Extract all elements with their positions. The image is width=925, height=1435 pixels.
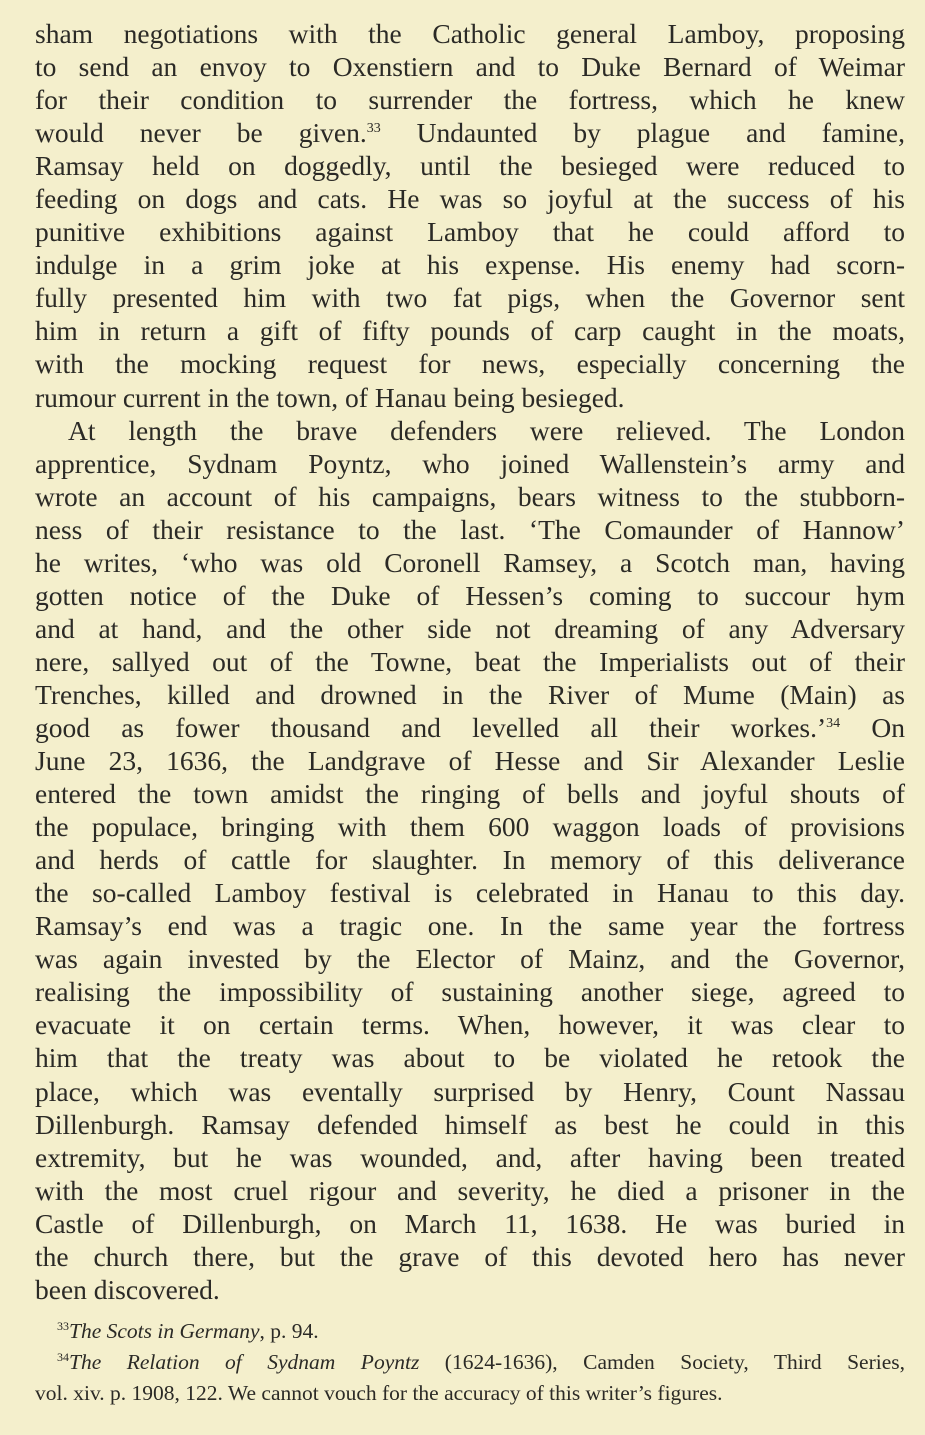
line-text: nere, sallyed out of the Towne, beat the Imperialists out of their (35, 645, 905, 677)
footnote-number: 33 (57, 1318, 69, 1333)
footnote-title: The Scots in Germany (69, 1319, 260, 1343)
line-text: Castle of Dillenburgh, on March 11, 1638. He was buried in (35, 1207, 905, 1239)
text-line (35, 711, 905, 744)
text-line (35, 612, 905, 645)
line-text: sham negotiations with the Catholic general Lamboy, proposing (35, 18, 905, 49)
line-text: Ramsay’s end was a tragic one. In the same year the fortress (35, 910, 905, 942)
line-text: June 23, 1636, the Landgrave of Hesse and Sir Alexander Leslie (35, 745, 905, 777)
text-line (35, 116, 905, 149)
text-line (35, 843, 905, 876)
line-text: the populace, bringing with them 600 waggon loads of provisions (35, 811, 905, 843)
line-text: and herds of cattle for slaughter. In memory of this deliverance (35, 844, 905, 876)
text-line (35, 942, 905, 975)
footnote-title: The Relation of Sydnam Poyntz (69, 1350, 420, 1374)
footnote-34 (35, 1347, 905, 1378)
line-text: ness of their resistance to the last. ‘The Comaunder of Hannow’ (35, 513, 905, 545)
footnote-text: (1624-1636), Camden Society, Third Series, (419, 1350, 905, 1374)
line-text: Trenches, killed and drowned in the River of Mume (Main) as (35, 678, 905, 710)
text-line (35, 149, 905, 182)
footnote-text: vol. xiv. p. 1908, 122. We cannot vouch for the accuracy of this writer’s figures. (35, 1381, 723, 1405)
text-line (35, 314, 905, 347)
text-line (35, 182, 905, 215)
text-line (35, 810, 905, 843)
text-line (35, 248, 905, 281)
text-line (35, 1174, 905, 1207)
line-text: fully presented him with two fat pigs, when the Governor sent (35, 282, 905, 314)
text-line (35, 215, 905, 248)
text-line (35, 909, 905, 942)
line-text: extremity, but he was wounded, and, after having been treated (35, 1141, 905, 1173)
text-line (35, 447, 905, 480)
line-text: apprentice, Sydnam Poyntz, who joined Wallenstein’s army and (35, 447, 905, 479)
line-text: been discovered. (35, 1273, 220, 1305)
line-text: and at hand, and the other side not dreaming of any Adversary (35, 612, 905, 644)
line-text: Dillenburgh. Ramsay defended himself as best he could in this (35, 1108, 905, 1140)
text-line (35, 1075, 905, 1108)
line-text: entered the town amidst the ringing of bells and joyful shouts of (35, 778, 905, 810)
body-text (35, 17, 905, 1306)
line-text: would never be given. (35, 117, 367, 149)
text-line (35, 876, 905, 909)
line-text: the church there, but the grave of this devoted hero has never (35, 1240, 905, 1272)
text-line (35, 1108, 905, 1141)
text-line (35, 381, 905, 414)
line-text: the so-called Lamboy festival is celebrated in Hanau to this day. (35, 877, 905, 909)
line-text: him that the treaty was about to be violated he retook the (35, 1042, 905, 1074)
line-text: evacuate it on certain terms. When, however, it was clear to (35, 1009, 905, 1041)
line-text: wrote an account of his campaigns, bears witness to the stubborn- (35, 480, 905, 512)
text-line (35, 347, 905, 380)
footnote-text: , p. 94. (259, 1319, 319, 1343)
text-line (35, 777, 905, 810)
text-line (35, 1207, 905, 1240)
line-text: good as fower thousand and levelled all their workes.’ (35, 711, 827, 743)
text-line (35, 281, 905, 314)
line-text: rumour current in the town, of Hanau being besieged. (35, 381, 625, 413)
text-line (35, 1240, 905, 1273)
line-text: gotten notice of the Duke of Hessen’s coming to succour hym (35, 579, 905, 611)
line-text: punitive exhibitions against Lamboy that he could afford to (35, 216, 905, 248)
text-line (35, 414, 905, 447)
line-text: On (840, 711, 905, 743)
line-text: him in return a gift of fifty pounds of carp caught in the moats, (35, 315, 905, 347)
footnote-number: 34 (57, 1349, 69, 1364)
text-line (35, 1008, 905, 1041)
footnote-34-continued (35, 1378, 905, 1409)
line-text: with the mocking request for news, especially concerning the (35, 348, 905, 380)
text-line (35, 975, 905, 1008)
line-text: feeding on dogs and cats. He was so joyful at the success of his (35, 183, 905, 215)
line-text: indulge in a grim joke at his expense. His enemy had scorn- (35, 249, 905, 281)
text-line (35, 546, 905, 579)
text-line (35, 579, 905, 612)
text-line (35, 50, 905, 83)
line-text: with the most cruel rigour and severity, he died a prisoner in the (35, 1174, 905, 1206)
footnote-33 (35, 1316, 905, 1347)
line-text: realising the impossibility of sustaining another siege, agreed to (35, 976, 905, 1008)
text-line (35, 513, 905, 546)
text-line (35, 744, 905, 777)
text-line (35, 645, 905, 678)
footnotes (35, 1316, 905, 1409)
line-text: Ramsay held on doggedly, until the besieged were reduced to (35, 150, 905, 182)
line-text: was again invested by the Elector of Mainz, and the Governor, (35, 943, 905, 975)
footnote-reference: 33 (366, 120, 381, 136)
text-line (35, 1273, 905, 1306)
line-text: to send an envoy to Oxenstiern and to Duke Bernard of Weimar (35, 51, 905, 83)
text-line (35, 1041, 905, 1074)
text-line (35, 678, 905, 711)
text-line (35, 17, 905, 50)
text-line (35, 480, 905, 513)
line-text: place, which was eventally surprised by Henry, Count Nassau (35, 1075, 905, 1107)
line-text: At length the brave defenders were relieved. The London (68, 414, 905, 446)
footnote-reference: 34 (826, 715, 841, 731)
text-line (35, 83, 905, 116)
text-line (35, 1141, 905, 1174)
line-text: he writes, ‘who was old Coronell Ramsey, a Scotch man, having (35, 546, 905, 578)
line-text: for their condition to surrender the fortress, which he knew (35, 84, 905, 116)
line-text: Undaunted by plague and famine, (380, 117, 905, 149)
